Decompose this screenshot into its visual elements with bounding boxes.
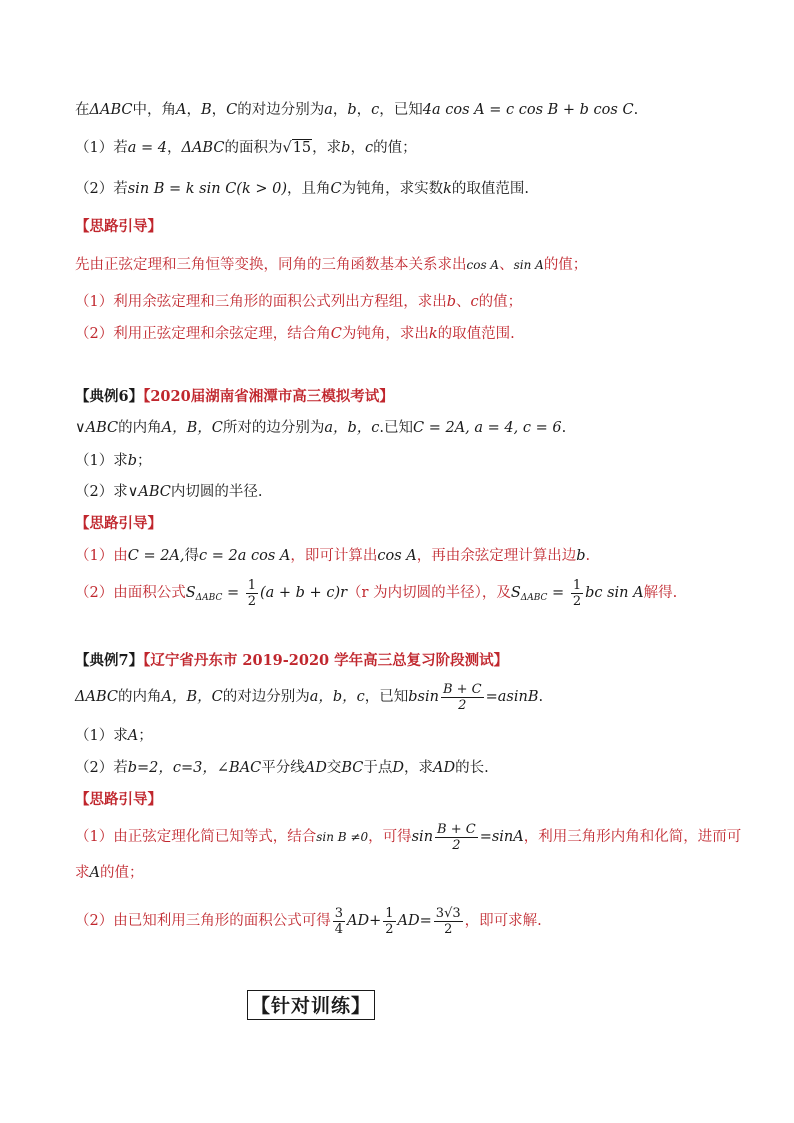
- denominator: 2: [444, 921, 453, 937]
- training-section-title: 【针对训练】: [247, 990, 375, 1020]
- denominator: 2: [458, 697, 467, 713]
- stem-text: 中，角: [132, 102, 176, 118]
- q-sep: ，: [350, 140, 365, 156]
- guide-text: 得: [184, 548, 200, 564]
- example-7-q2: [75, 758, 489, 778]
- example-6-stem: [75, 418, 566, 438]
- example-source: 【辽宁省丹东市 2019-2020 学年高三总复习阶段测试】: [143, 652, 509, 669]
- q-var: AD: [304, 760, 327, 776]
- guide-formula: sin A: [513, 258, 544, 272]
- q-var: b: [127, 453, 138, 469]
- stem-sep: ，: [356, 102, 372, 118]
- area-formula-2: [510, 577, 644, 609]
- numerator: 1: [572, 577, 582, 593]
- q-text: （2）若: [75, 760, 128, 776]
- q-triangle: ΔABC: [181, 140, 225, 156]
- q-text: （1）求: [75, 453, 128, 469]
- guide-formula: cos A: [377, 548, 417, 564]
- stem-triangle: ΔABC: [75, 689, 118, 705]
- sqrt-sign: √: [282, 140, 292, 156]
- q-text: ，求: [312, 140, 342, 156]
- stem-equation: 4a cos A = c cos B + b cos C: [422, 102, 634, 118]
- guide-text: ，利用三角形内角和化简，进而可: [523, 829, 742, 845]
- guide-formula: C = 2A,: [127, 548, 185, 564]
- fraction: [333, 906, 345, 937]
- formula-expr: bc sin A: [585, 585, 644, 601]
- stem-var: C: [226, 102, 238, 118]
- guide-step-1: [75, 546, 590, 566]
- q-text: 于点: [363, 760, 393, 776]
- guide-sep: 、: [456, 294, 471, 310]
- stem-sep: ，: [332, 102, 348, 118]
- guide-formula: sin: [411, 829, 434, 845]
- numerator: 3: [334, 905, 344, 921]
- stem-sep: ，: [211, 102, 227, 118]
- guide-step-2: [75, 576, 677, 615]
- guide-text: 的值；: [478, 294, 523, 310]
- guide-step-2: [75, 903, 542, 939]
- q-text: （1）若: [75, 140, 128, 156]
- stem-triangle: ΔABC: [89, 102, 133, 118]
- formula-sub: ΔABC: [195, 593, 223, 603]
- guide-step-1: [75, 292, 522, 312]
- fraction: [441, 682, 484, 713]
- q-text: 平分线: [261, 760, 305, 776]
- example-tag: 【典例6】: [75, 388, 144, 405]
- sqrt-value: 15: [292, 140, 312, 156]
- guide-text: 解得.: [643, 585, 678, 601]
- numerator: 3√3: [435, 905, 461, 921]
- guide-text: （2）由已知利用三角形的面积公式可得: [75, 913, 331, 929]
- guide-formula: sin B ≠0: [316, 830, 369, 844]
- guide-var: b: [446, 294, 457, 310]
- guide-text: .: [585, 548, 591, 564]
- example-7-q1: [75, 726, 153, 746]
- guide-formula: c = 2a cos A: [199, 548, 291, 564]
- stem-text: 的对边分别为: [222, 689, 310, 705]
- q-text: 交: [326, 760, 342, 776]
- q-var: k: [443, 181, 452, 197]
- stem-var: A: [175, 102, 187, 118]
- fraction: [434, 906, 463, 937]
- fraction: [435, 822, 478, 853]
- formula-sub: ΔABC: [520, 593, 548, 603]
- guide-text: ，即可求解.: [464, 913, 542, 929]
- example-6-q2: [75, 482, 262, 502]
- formula-expr: (a + b + c)r: [260, 585, 348, 601]
- example-7-header: [75, 651, 508, 671]
- example-source: 【2020届湖南省湘潭市高三模拟考试】: [143, 388, 394, 405]
- stem-rhs: =asinB: [485, 689, 539, 705]
- q-text: （2）若: [75, 181, 128, 197]
- stem-var: b: [347, 102, 357, 118]
- stem-text: 的对边分别为: [237, 102, 325, 118]
- stem-end: .: [561, 420, 567, 436]
- q-var: b: [341, 140, 351, 156]
- guide-var: k: [428, 326, 438, 342]
- q-var: BC: [341, 760, 364, 776]
- stem-text: .已知: [379, 420, 414, 436]
- stem-sides: a，b，c: [324, 420, 380, 436]
- guide-var: A: [89, 865, 100, 881]
- guide-text: （1）由: [75, 548, 128, 564]
- guide-text: （1）利用余弦定理和三角形的面积公式列出方程组，求出: [75, 294, 447, 310]
- guide-var: C: [330, 326, 342, 342]
- denominator: 2: [385, 921, 394, 937]
- q-var: AD: [433, 760, 456, 776]
- q-text: （1）求: [75, 728, 128, 744]
- stem-equation: C = 2A, a = 4, c = 6: [413, 420, 562, 436]
- numerator: 1: [385, 905, 394, 921]
- numerator: 1: [247, 577, 256, 593]
- guide-title: 【思路引导】: [75, 791, 162, 808]
- stem-text: ，已知: [364, 689, 409, 705]
- q-sep: ，: [166, 140, 182, 156]
- formula-S: S: [185, 585, 196, 601]
- formula-eq: =: [547, 585, 569, 601]
- stem-var: a: [324, 102, 333, 118]
- guide-text: 为钝角，求出: [341, 326, 429, 342]
- q-triangle: ∨ABC: [127, 484, 171, 500]
- q-equation: sin B = k sin C(k > 0): [127, 181, 287, 197]
- q-equation: a = 4: [127, 140, 167, 156]
- stem-end: .: [538, 689, 544, 705]
- numerator: B + C: [442, 681, 482, 697]
- guide-text: ，可得: [368, 829, 412, 845]
- q-text: ；: [137, 453, 152, 469]
- stem-var: c: [371, 102, 380, 118]
- guide-text: （2）利用正弦定理和余弦定理，结合角: [75, 326, 331, 342]
- guide-text: 的值；: [99, 865, 144, 881]
- stem-text: 在: [75, 102, 90, 118]
- guide-var: b: [576, 548, 586, 564]
- guide-text: （1）由正弦定理化简已知等式，结合: [75, 829, 317, 845]
- q-text: ，且角: [287, 181, 331, 197]
- formula-S: S: [510, 585, 521, 601]
- term: AD+: [347, 913, 382, 929]
- stem-var: B: [200, 102, 212, 118]
- guide-intro: [75, 255, 587, 275]
- guide-title: 【思路引导】: [75, 515, 162, 532]
- fraction: [383, 906, 395, 937]
- formula-eq: =: [222, 585, 244, 601]
- question-2: [75, 179, 529, 199]
- q-text: 的取值范围.: [451, 181, 530, 197]
- q-values: b=2，c=3，∠BAC: [127, 760, 262, 776]
- guide-var: c: [470, 294, 479, 310]
- guide-step-1: [75, 820, 741, 854]
- numerator: B + C: [437, 821, 476, 837]
- fraction: [571, 578, 583, 609]
- q-var: D: [392, 760, 405, 776]
- stem-vars: A，B，C: [161, 689, 223, 705]
- guide-formula: cos A: [466, 258, 500, 272]
- stem-vars: A，B，C: [161, 420, 223, 436]
- guide-formula: =sinA: [479, 829, 524, 845]
- denominator: 2: [247, 593, 256, 609]
- example-6-header: [75, 387, 394, 407]
- fraction: [246, 578, 258, 609]
- q-text: ，求: [404, 760, 434, 776]
- area-equation: [331, 905, 465, 937]
- stem-end: .: [633, 102, 639, 118]
- guide-step-2: [75, 324, 515, 344]
- guide-text: 求: [75, 865, 90, 881]
- area-formula: [185, 577, 348, 609]
- guide-step-1-cont: [75, 863, 143, 883]
- guide-text: （2）由面积公式: [75, 585, 186, 601]
- q-var: c: [364, 140, 374, 156]
- denominator: 2: [572, 593, 582, 609]
- q-text: 的面积为: [224, 140, 283, 156]
- stem-text: 的内角: [117, 689, 162, 705]
- stem-text: ，已知: [379, 102, 423, 118]
- guide-text: （r 为内切圆的半径），及: [347, 585, 511, 601]
- guide-title: 【思路引导】: [75, 218, 162, 235]
- guide-sep: 、: [499, 257, 514, 273]
- denominator: 4: [334, 921, 344, 937]
- question-1: [75, 138, 417, 158]
- guide-text: ，即可计算出: [290, 548, 378, 564]
- q-var: A: [127, 728, 139, 744]
- stem-sep: ，: [186, 102, 201, 118]
- stem-text: 的内角: [118, 420, 162, 436]
- example-tag: 【典例7】: [75, 652, 144, 669]
- stem-text: 所对的边分别为: [222, 420, 325, 436]
- q-text: ；: [138, 728, 153, 744]
- guide-text: 先由正弦定理和三角恒等变换，同角的三角函数基本关系求出: [75, 257, 467, 273]
- guide-text: 的取值范围.: [437, 326, 515, 342]
- guide-text: ，再由余弦定理计算出边: [416, 548, 577, 564]
- example-6-q1: [75, 451, 152, 471]
- q-text: 的值；: [373, 140, 417, 156]
- q-text: （2）求: [75, 484, 128, 500]
- q-text: 的长.: [455, 760, 489, 776]
- term: AD=: [397, 913, 432, 929]
- example-7-stem: [75, 680, 543, 714]
- q-text: 为钝角，求实数: [341, 181, 444, 197]
- q-text: 内切圆的半径.: [170, 484, 263, 500]
- guide-text: 的值；: [543, 257, 588, 273]
- denominator: 2: [452, 837, 461, 853]
- stem-lhs: bsin: [408, 689, 439, 705]
- q-var: C: [330, 181, 342, 197]
- stem-sides: a，b，c: [309, 689, 365, 705]
- stem-triangle: ∨ABC: [75, 420, 119, 436]
- problem-stem: [75, 100, 638, 120]
